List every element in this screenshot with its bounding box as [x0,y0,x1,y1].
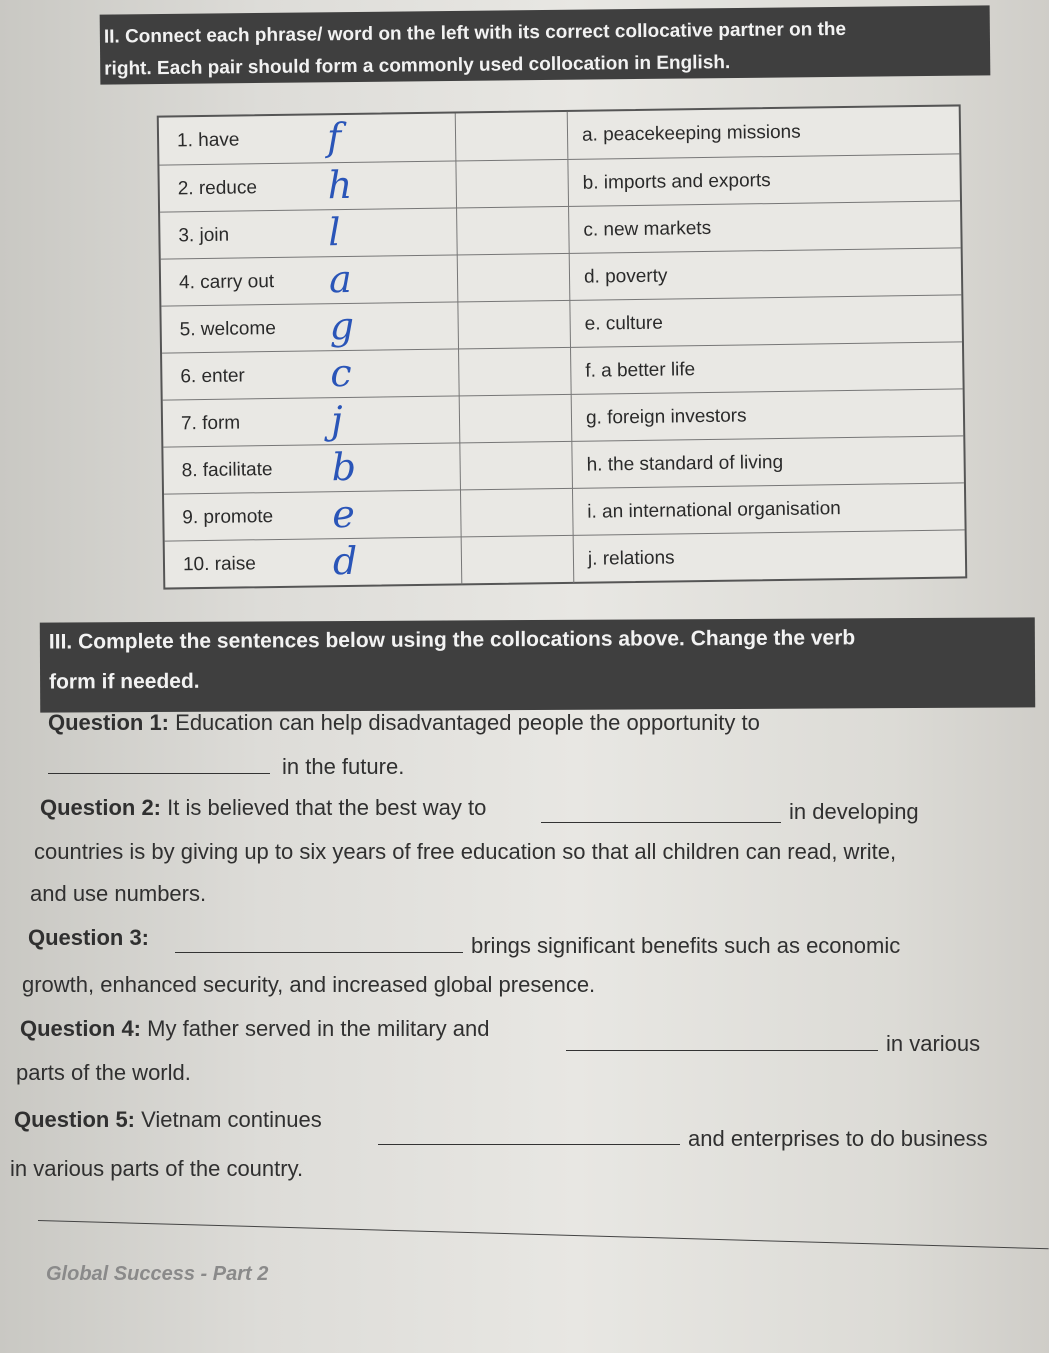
question-3-answer-blank[interactable] [175,952,463,953]
section-2-instruction-line-2: right. Each pair should form a commonly used collocation in English. [104,52,731,80]
section-2-instruction-banner [100,5,991,84]
table-left-phrase: 3. join [160,208,458,259]
question-2-text-a: It is believed that the best way to [167,795,487,820]
handwritten-answer[interactable]: e [332,491,356,537]
table-answer-cell[interactable] [462,536,575,585]
question-2-text-d: and use numbers. [30,881,207,906]
table-answer-cell[interactable] [458,254,571,303]
section-3-instruction-line-2: form if needed. [49,669,200,694]
question-2-text-b: in developing [789,799,919,824]
table-left-phrase: 5. welcome [161,302,459,353]
question-2-answer-blank[interactable] [541,822,781,823]
question-5-line-1 [14,1107,322,1133]
section-2-instruction-line-1: II. Connect each phrase/ word on the left with its correct collocative partner on the [103,18,847,48]
question-5-label: Question 5: [14,1107,136,1132]
table-answer-cell[interactable] [460,442,573,491]
handwritten-answer[interactable]: h [327,162,353,208]
question-1-label: Question 1: [48,710,170,735]
table-left-phrase: 2. reduce [159,161,457,212]
table-left-phrase: 1. have [159,113,457,164]
section-3-instruction-line-1: III. Complete the sentences below using the collocations above. Change the verb [48,626,856,654]
handwritten-answer[interactable]: d [332,538,358,584]
handwritten-answer[interactable]: g [329,303,355,349]
table-answer-cell[interactable] [461,489,574,538]
question-1-text-b: in the future. [282,754,405,779]
question-4-text-a: My father served in the military and [147,1016,490,1041]
table-left-phrase: 9. promote [164,490,462,541]
handwritten-answer[interactable]: a [328,256,352,302]
question-1-text-a: Education can help disadvantaged people the opportunity to [175,710,760,735]
question-4-answer-blank[interactable] [566,1050,878,1051]
table-right-collocation: b. imports and exports [582,169,771,194]
table-left-phrase: 4. carry out [161,255,459,306]
table-answer-cell[interactable] [456,160,569,209]
table-answer-cell[interactable] [458,301,571,350]
collocation-matching-table [157,104,968,589]
table-right-collocation: i. an international organisation [587,497,841,523]
handwritten-answer[interactable]: b [331,444,357,490]
table-right-collocation: h. the standard of living [586,451,784,476]
question-5-text-b: and enterprises to do business [688,1126,988,1151]
question-3-label: Question 3: [28,925,150,950]
question-1-answer-blank[interactable] [48,773,270,774]
question-5-text-c: in various parts of the country. [10,1156,304,1181]
question-4-text-c: parts of the world. [16,1060,191,1085]
table-left-phrase: 10. raise [165,537,463,588]
section-3-instruction-banner [40,617,1035,712]
table-right-collocation: j. relations [587,546,675,570]
question-4-line-1 [20,1016,490,1042]
question-5-text-a: Vietnam continues [141,1107,322,1132]
table-answer-cell[interactable] [457,207,570,256]
table-right-collocation: a. peacekeeping missions [581,121,801,146]
question-3-text-b: growth, enhanced security, and increased global presence. [22,972,596,997]
table-row [165,529,966,588]
question-2-label: Question 2: [40,795,162,820]
handwritten-answer[interactable]: j [330,398,344,443]
table-left-phrase: 6. enter [162,349,460,400]
table-right-collocation: g. foreign investors [585,404,747,429]
question-4-text-b: in various [886,1031,981,1056]
table-right-collocation: e. culture [584,312,663,335]
table-right-collocation: d. poverty [583,265,668,288]
handwritten-answer[interactable]: l [328,210,341,255]
table-left-phrase: 8. facilitate [163,443,461,494]
handwritten-answer[interactable]: f [326,115,342,160]
question-2-line-1 [40,795,486,821]
question-4-label: Question 4: [20,1016,142,1041]
footer-divider [38,1220,1049,1249]
question-3-text-a: brings significant benefits such as economic [471,933,901,958]
table-answer-cell[interactable] [459,348,572,397]
table-left-phrase: 7. form [163,396,461,447]
table-answer-cell[interactable] [456,112,569,161]
question-5-answer-blank[interactable] [378,1144,680,1145]
handwritten-answer[interactable]: c [330,350,352,396]
question-2-text-c: countries is by giving up to six years of free education so that all children can read, write, [34,839,897,864]
table-right-collocation: c. new markets [583,217,712,241]
footer-label: Global Success - Part 2 [46,1263,269,1285]
table-answer-cell[interactable] [460,395,573,444]
question-1-line-1 [48,710,760,736]
table-right-collocation: f. a better life [585,358,696,382]
